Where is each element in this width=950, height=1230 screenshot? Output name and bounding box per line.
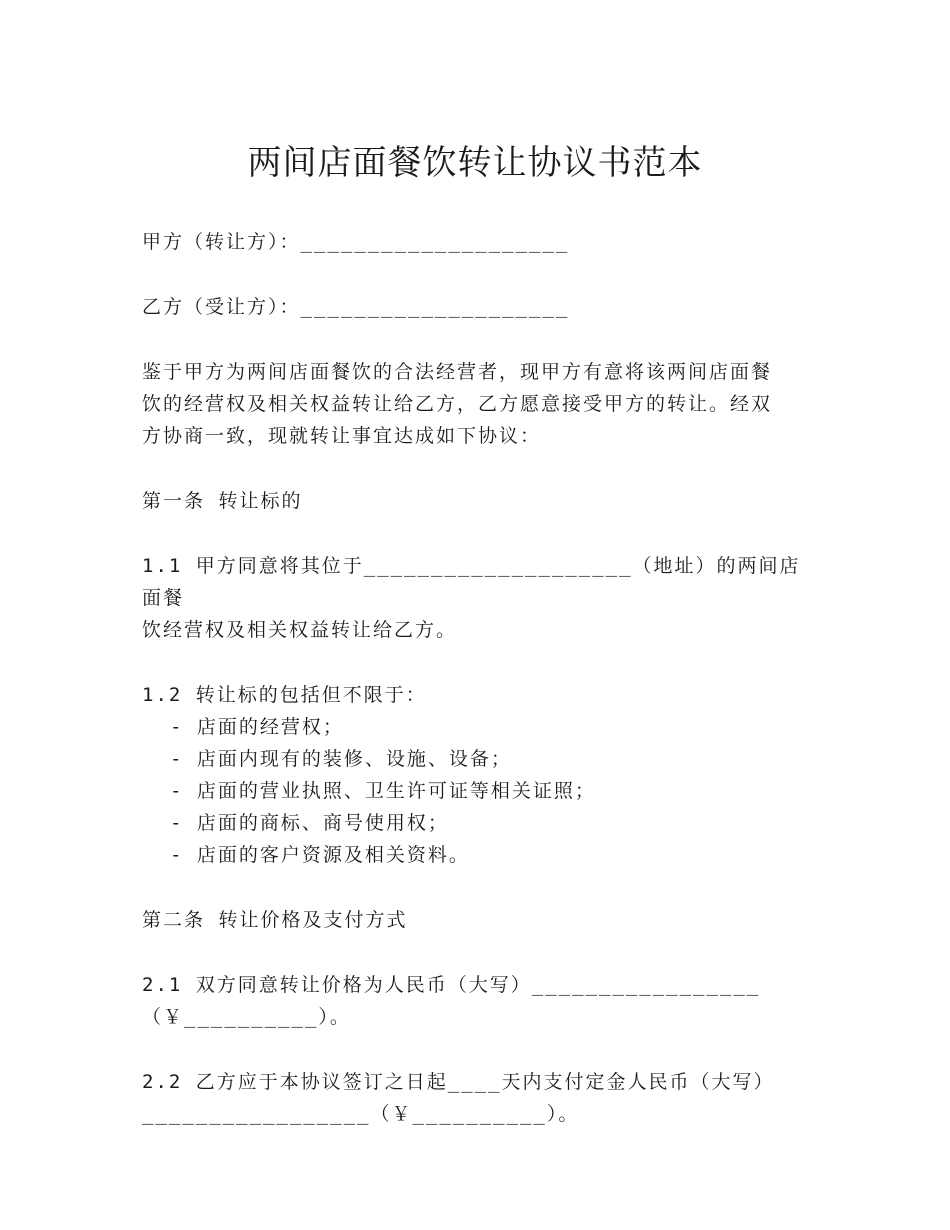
document-title: 两间店面餐饮转让协议书范本 [247,143,703,183]
list-item: - 店面的营业执照、卫生许可证等相关证照； [170,780,596,802]
article-1-heading: 第一条 转让标的 [142,490,303,512]
clause-2-1-line: 2.1 双方同意转让价格为人民币（大写）_________________ [142,974,761,996]
clause-2-1-line: （￥__________）。 [142,1006,351,1028]
clause-2-2-line: _________________（￥__________）。 [142,1103,580,1125]
party-a-line: 甲方（转让方）：____________________ [142,231,570,253]
list-item: - 店面的商标、商号使用权； [170,812,449,834]
clause-1-1-line: 1.1 甲方同意将其位于____________________（地址）的两间店面餐 [142,555,801,609]
clause-1-1-line: 饮经营权及相关权益转让给乙方。 [142,619,458,641]
list-item: - 店面内现有的装修、设施、设备； [170,748,512,770]
list-item: - 店面的经营权； [170,716,344,738]
article-2-heading: 第二条 转让价格及支付方式 [142,909,408,931]
list-item: - 店面的客户资源及相关资料。 [170,844,470,866]
preamble-line: 方协商一致，现就转让事宜达成如下协议： [142,425,542,447]
preamble-line: 鉴于甲方为两间店面餐饮的合法经营者，现甲方有意将该两间店面餐 [142,361,773,383]
party-b-line: 乙方（受让方）：____________________ [142,296,570,318]
clause-2-2-line: 2.2 乙方应于本协议签订之日起____天内支付定金人民币（大写） [142,1071,775,1093]
preamble-line: 饮的经营权及相关权益转让给乙方，乙方愿意接受甲方的转让。经双 [142,393,773,415]
document-body [142,226,802,1130]
clause-1-2-intro: 1.2 转让标的包括但不限于： [142,684,427,706]
